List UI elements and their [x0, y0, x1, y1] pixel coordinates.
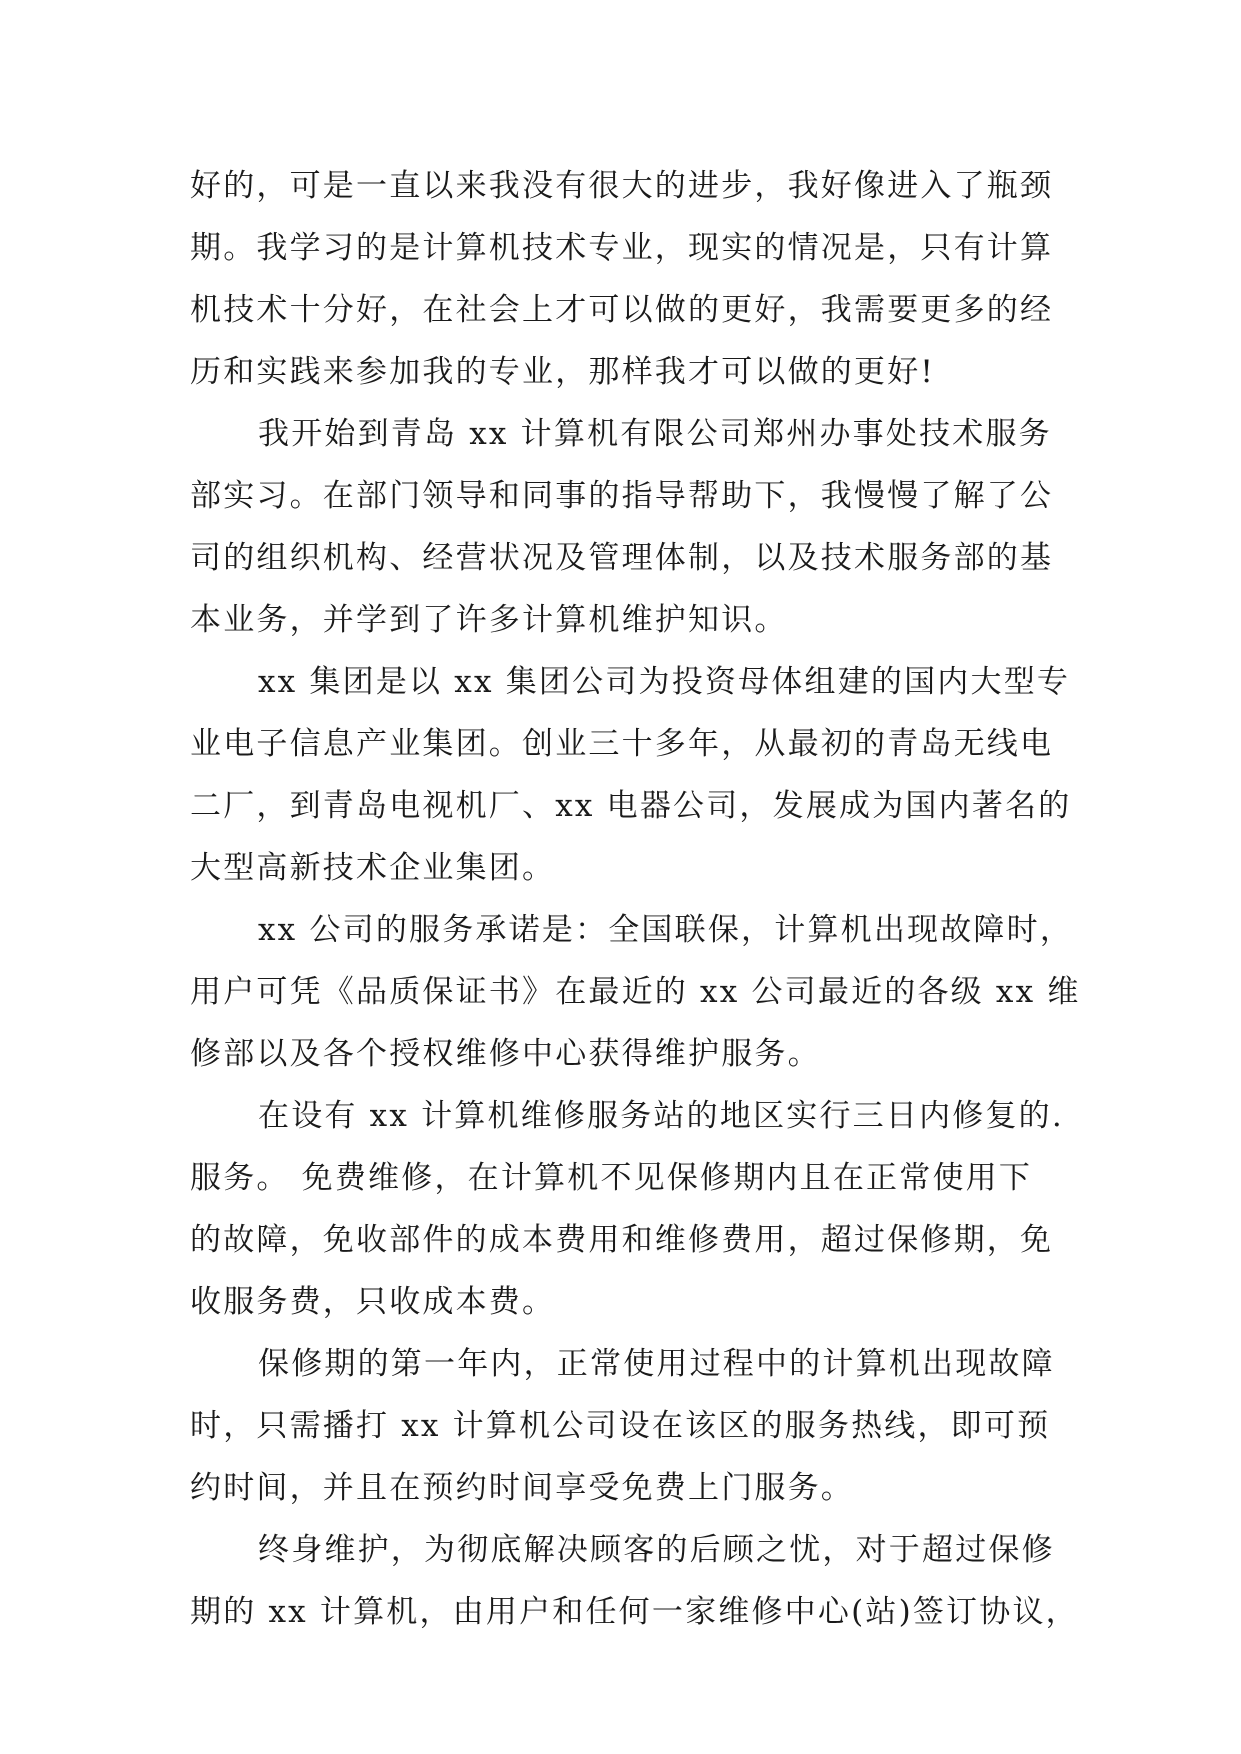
- text-line: 历和实践来参加我的专业，那样我才可以做的更好!: [190, 354, 936, 390]
- paragraph-4: [190, 899, 1081, 1085]
- paragraph-1: [190, 155, 1052, 403]
- document-body: [190, 155, 1081, 1643]
- text-line: 期的 xx 计算机，由用户和任何一家维修中心(站)签订协议，: [190, 1594, 1079, 1630]
- text-line: 机技术十分好，在社会上才可以做的更好，我需要更多的经: [190, 292, 1054, 328]
- text-line: 服务。 免费维修，在计算机不见保修期内且在正常使用下: [190, 1160, 1033, 1196]
- text-line: 约时间，并且在预约时间享受免费上门服务。: [190, 1470, 854, 1506]
- text-line: 期。我学习的是计算机技术专业，现实的情况是，只有计算: [190, 230, 1054, 266]
- text-line: xx 公司的服务承诺是：全国联保，计算机出现故障时，: [258, 912, 1074, 948]
- text-line: 时，只需播打 xx 计算机公司设在该区的服务热线，即可预: [190, 1408, 1051, 1444]
- paragraph-5: [190, 1085, 1064, 1333]
- text-line: 司的组织机构、经营状况及管理体制，以及技术服务部的基: [190, 540, 1054, 576]
- paragraph-7: [190, 1519, 1079, 1643]
- text-line: 部实习。在部门领导和同事的指导帮助下，我慢慢了解了公: [190, 478, 1054, 514]
- text-line: 业电子信息产业集团。创业三十多年，从最初的青岛无线电: [190, 726, 1054, 762]
- paragraph-2: [190, 403, 1052, 651]
- text-line: 保修期的第一年内，正常使用过程中的计算机出现故障: [258, 1346, 1055, 1382]
- text-line: 收服务费，只收成本费。: [190, 1284, 556, 1320]
- text-line: 二厂，到青岛电视机厂、xx 电器公司，发展成为国内著名的: [190, 788, 1072, 824]
- text-line: 的故障，免收部件的成本费用和维修费用，超过保修期，免: [190, 1222, 1054, 1258]
- text-line: 好的，可是一直以来我没有很大的进步，我好像进入了瓶颈: [190, 168, 1054, 204]
- text-line: 用户可凭《品质保证书》在最近的 xx 公司最近的各级 xx 维: [190, 974, 1081, 1010]
- paragraph-6: [190, 1333, 1055, 1519]
- paragraph-3: [190, 651, 1072, 899]
- text-line: 大型高新技术企业集团。: [190, 850, 556, 886]
- text-line: 终身维护，为彻底解决顾客的后顾之忧，对于超过保修: [258, 1532, 1055, 1568]
- text-line: 修部以及各个授权维修中心获得维护服务。: [190, 1036, 821, 1072]
- text-line: 在设有 xx 计算机维修服务站的地区实行三日内修复的.: [258, 1098, 1064, 1134]
- text-line: 我开始到青岛 xx 计算机有限公司郑州办事处技术服务: [258, 416, 1052, 452]
- text-line: 本业务，并学到了许多计算机维护知识。: [190, 602, 788, 638]
- text-line: xx 集团是以 xx 集团公司为投资母体组建的国内大型专: [258, 664, 1071, 700]
